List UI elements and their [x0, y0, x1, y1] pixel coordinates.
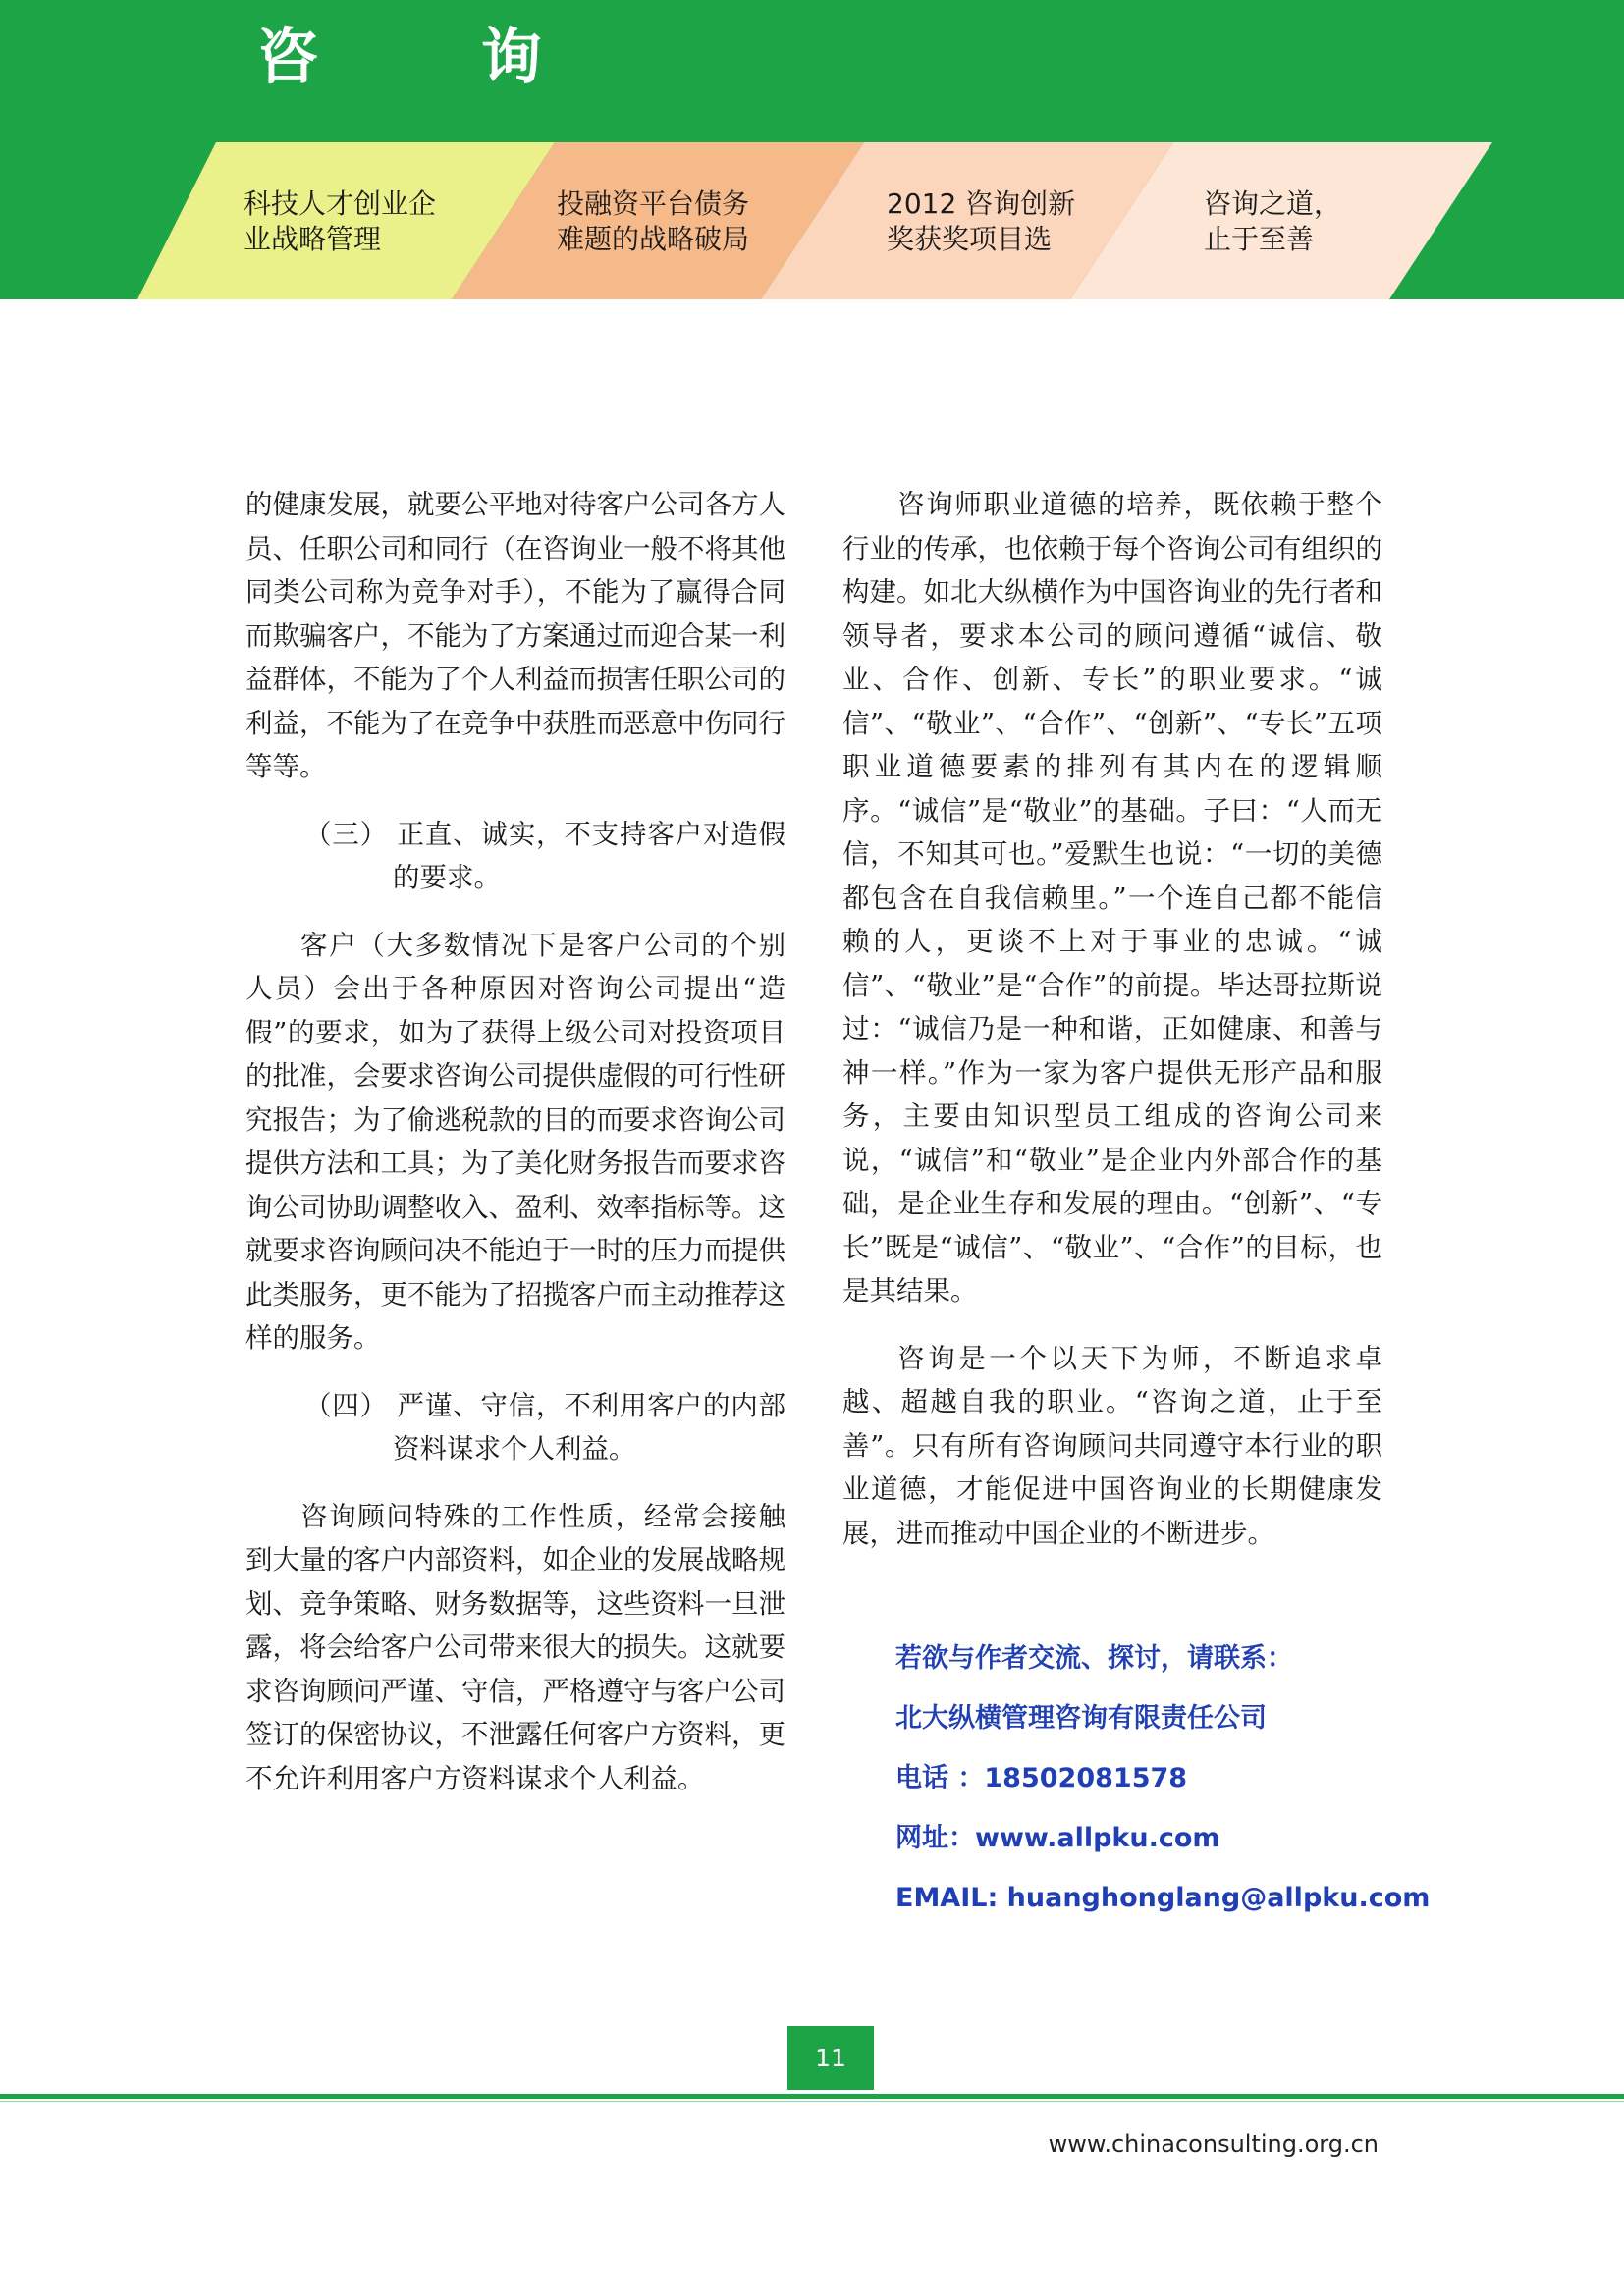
section-heading-3 [245, 813, 785, 900]
tab-2-line1: 投融资平台债务 [557, 187, 750, 220]
header-banner [0, 0, 1624, 299]
tab-2-line2: 难题的战略破局 [557, 223, 750, 255]
contact-email-link[interactable]: EMAIL: huanghonglang@allpku.com [895, 1883, 1431, 1913]
tab-1[interactable] [244, 187, 479, 257]
left-column [245, 483, 785, 1800]
contact-intro: 若欲与作者交流、探讨，请联系： [895, 1643, 1293, 1674]
right-paragraph-2: 咨询是一个以天下为师，不断追求卓越、超越自我的职业。“咨询之道，止于至善”。只有所有咨询顾问共同遵守本行业的职业道德，才能促进中国咨询业的长期健康发展，进而推动中国企业的不断进步。 [842, 1342, 1382, 1549]
section-4-text: 严谨、守信，不利用客户的内部资料谋求个人利益。 [393, 1389, 786, 1465]
tab-4-line2: 止于至善 [1204, 223, 1315, 255]
magazine-title: 咨 询 [257, 21, 613, 92]
tab-2[interactable] [557, 187, 792, 257]
section-heading-4 [245, 1384, 785, 1471]
left-paragraph-1: 的健康发展，就要公平地对待客户公司各方人员、任职公司和同行（在咨询业一般不将其他同类公司称为竞争对手），不能为了赢得合同而欺骗客户，不能为了方案通过而迎合某一利益群体，不能为了个人利益而损害任职公司的利益，不能为了在竞争中获胜而恶意中伤同行等等。 [245, 489, 785, 782]
tab-3[interactable] [887, 187, 1122, 257]
section-3-text: 正直、诚实，不支持客户对造假的要求。 [393, 818, 786, 893]
contact-website-link[interactable]: 网址：www.allpku.com [895, 1823, 1220, 1853]
tab-4-line1: 咨询之道， [1204, 187, 1342, 220]
footer-divider [0, 2094, 1624, 2099]
tab-4[interactable] [1204, 187, 1439, 257]
right-column [842, 483, 1382, 1555]
contact-phone: 电话 ：18502081578 [895, 1763, 1188, 1793]
page-number-badge [787, 2026, 874, 2090]
contact-company: 北大纵横管理咨询有限责任公司 [895, 1703, 1267, 1734]
tab-1-line2: 业战略管理 [244, 223, 382, 255]
section-4-number: （四） [304, 1389, 388, 1421]
tab-3-line2: 奖获奖项目选 [887, 223, 1053, 255]
footer-website-link[interactable]: www.chinaconsulting.org.cn [1048, 2130, 1379, 2158]
section-3-number: （三） [304, 818, 388, 850]
tab-1-line1: 科技人才创业企 [244, 187, 437, 220]
contact-block [895, 1629, 1445, 1928]
right-paragraph-1: 咨询师职业道德的培养，既依赖于整个行业的传承，也依赖于每个咨询公司有组织的构建。如北大纵横作为中国咨询业的先行者和领导者，要求本公司的顾问遵循“诚信、敬业、合作、创新、专长”的职业要求。“诚信”、“敬业”、“合作”、“创新”、“专长”五项职业道德要素的排列有其内在的逻辑顺序。“诚信”是“敬业”的基础。子曰：“人而无信，不知其可也。”爱默生也说：“一切的美德都包含在自我信赖里。”一个连自己都不能信赖的人，更谈不上对于事业的忠诚。“诚信”、“敬业”是“合作”的前提。毕达哥拉斯说过：“诚信乃是一种和谐，正如健康、和善与神一样。”作为一家为客户提供无形产品和服务，主要由知识型员工组成的咨询公司来说，“诚信”和“敬业”是企业内外部合作的基础，是企业生存和发展的理由。“创新”、“专长”既是“诚信”、“敬业”、“合作”的目标，也是其结果。 [842, 489, 1382, 1307]
left-paragraph-3: 咨询顾问特殊的工作性质，经常会接触到大量的客户内部资料，如企业的发展战略规划、竞争策略、财务数据等，这些资料一旦泄露，将会给客户公司带来很大的损失。这就要求咨询顾问严谨、守信，严格遵守与客户公司签订的保密协议，不泄露任何客户方资料，更不允许利用客户方资料谋求个人利益。 [245, 1500, 785, 1794]
left-paragraph-2: 客户（大多数情况下是客户公司的个别人员）会出于各种原因对咨询公司提出“造假”的要求，如为了获得上级公司对投资项目的批准，会要求咨询公司提供虚假的可行性研究报告；为了偷逃税款的目的而要求咨询公司提供方法和工具；为了美化财务报告而要求咨询公司协助调整收入、盈利、效率指标等。这就要求咨询顾问决不能迫于一时的压力而提供此类服务，更不能为了招揽客户而主动推荐这样的服务。 [245, 929, 785, 1354]
page-number: 11 [815, 2044, 846, 2072]
tab-3-line1: 2012 咨询创新 [887, 187, 1076, 220]
footer-divider-thin [0, 2101, 1624, 2102]
